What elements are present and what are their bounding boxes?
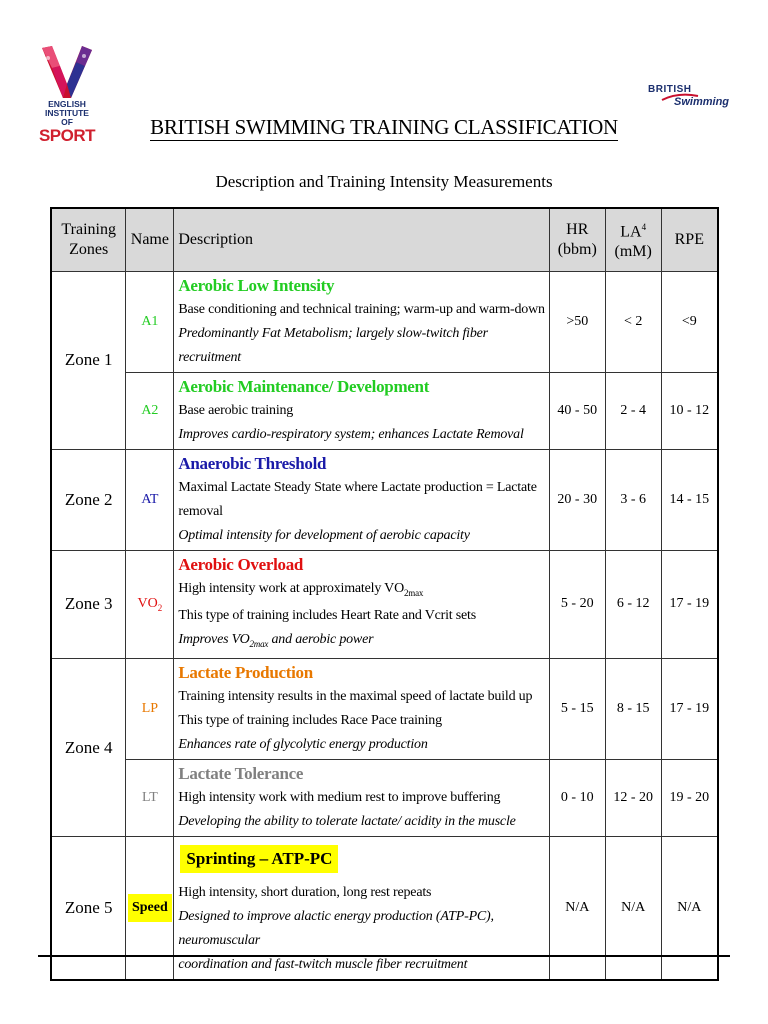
footer-divider (38, 955, 730, 957)
zone-1-cell: Zone 1 (51, 271, 126, 449)
table-row-lp (51, 659, 718, 760)
hr-a1: >50 (549, 271, 605, 372)
la-a2: 2 - 4 (605, 372, 661, 449)
header-rpe: RPE (661, 208, 718, 271)
desc-lt: Lactate Tolerance High intensity work with medium rest to improve buffering Developing the ability to tolerate lactate/ acidity in the muscle (174, 760, 549, 837)
header-name: Name (126, 208, 174, 271)
la-a1: < 2 (605, 271, 661, 372)
heading-vo2: Aerobic Overload (178, 554, 304, 574)
hr-vo2: 5 - 20 (549, 550, 605, 659)
name-a1: A1 (126, 271, 174, 372)
table-row-a2 (51, 372, 718, 449)
rpe-a1: <9 (661, 271, 718, 372)
header-training-zones: Training Zones (51, 208, 126, 271)
desc-vo2: Aerobic Overload High intensity work at approximately $VO_{2max}$ This type of training includes Heart Rate and Vcrit sets Improves $VO_{2max}$ and aerobic power (174, 550, 549, 659)
eis-logo-line2: INSTITUTE OF (45, 108, 89, 127)
classification-table (50, 207, 719, 981)
name-speed (126, 837, 174, 981)
heading-lp: Lactate Production (178, 663, 313, 683)
desc-speed: Sprinting – ATP-PC High intensity, short duration, long rest repeats Designed to improve alactic energy production (ATP-PC), neuromuscular coordination and fast-twitch muscle fiber recruitment (174, 837, 549, 981)
name-at: AT (126, 449, 174, 550)
hr-speed: N/A (549, 837, 605, 981)
zone-4-cell: Zone 4 (51, 659, 126, 837)
british-swimming-logo (640, 80, 730, 114)
la-speed: N/A (605, 837, 661, 981)
hr-lt: 0 - 10 (549, 760, 605, 837)
header-description: Description (174, 208, 549, 271)
table-row-vo2 (51, 550, 718, 659)
table-row-a1 (51, 271, 718, 372)
name-vo2: $VO_2$ (126, 550, 174, 659)
heading-a1: Aerobic Low Intensity (178, 275, 335, 295)
zone-3-cell: Zone 3 (51, 550, 126, 659)
desc-lp: Lactate Production Training intensity results in the maximal speed of lactate build up This type of training includes Race Pace training Enhances rate of glycolytic energy production (174, 659, 549, 760)
desc-at: Anaerobic Threshold Maximal Lactate Steady State where Lactate production = Lactate removal Optimal intensity for development of aerobic capacity (174, 449, 549, 550)
table-row-speed (51, 837, 718, 981)
heading-lt: Lactate Tolerance (178, 764, 304, 784)
rpe-lp: 17 - 19 (661, 659, 718, 760)
header-la: $LA^4$ (mM) (605, 208, 661, 271)
rpe-at: 14 - 15 (661, 449, 718, 550)
bs-logo-line1: BRITISH (648, 84, 692, 95)
hr-at: 20 - 30 (549, 449, 605, 550)
heading-speed: Sprinting – ATP-PC (180, 845, 338, 873)
rpe-vo2: 17 - 19 (661, 550, 718, 659)
page-subtitle: Description and Training Intensity Measurements (215, 172, 553, 191)
la-at: 3 - 6 (605, 449, 661, 550)
eis-logo-line1: ENGLISH (48, 99, 86, 109)
heading-at: Anaerobic Threshold (178, 453, 327, 473)
la-vo2: 6 - 12 (605, 550, 661, 659)
table-row-lt (51, 760, 718, 837)
header-hr: HR (bbm) (549, 208, 605, 271)
hr-lp: 5 - 15 (549, 659, 605, 760)
la-lp: 8 - 15 (605, 659, 661, 760)
bs-logo-line2: Swimming (674, 96, 730, 108)
table-row-at (51, 449, 718, 550)
name-lt: LT (126, 760, 174, 837)
table-header-row (51, 208, 718, 271)
zone-2-cell: Zone 2 (51, 449, 126, 550)
zone-5-cell: Zone 5 (51, 837, 126, 981)
rpe-lt: 19 - 20 (661, 760, 718, 837)
rpe-a2: 10 - 12 (661, 372, 718, 449)
hr-a2: 40 - 50 (549, 372, 605, 449)
rpe-speed: N/A (661, 837, 718, 981)
speed-badge: Speed (128, 894, 172, 922)
la-lt: 12 - 20 (605, 760, 661, 837)
eis-logo-line3: SPORT (38, 126, 96, 145)
eis-v-mark-icon (38, 44, 96, 100)
name-a2: A2 (126, 372, 174, 449)
desc-a2: Aerobic Maintenance/ Development Base aerobic training Improves cardio-respiratory system; enhances Lactate Removal (174, 372, 549, 449)
name-lp: LP (126, 659, 174, 760)
page-title: BRITISH SWIMMING TRAINING CLASSIFICATION (150, 115, 618, 139)
desc-a1: Aerobic Low Intensity Base conditioning and technical training; warm-up and warm-down Predominantly Fat Metabolism; largely slow-twitch fiber recruitment (174, 271, 549, 372)
heading-a2: Aerobic Maintenance/ Development (178, 376, 430, 396)
